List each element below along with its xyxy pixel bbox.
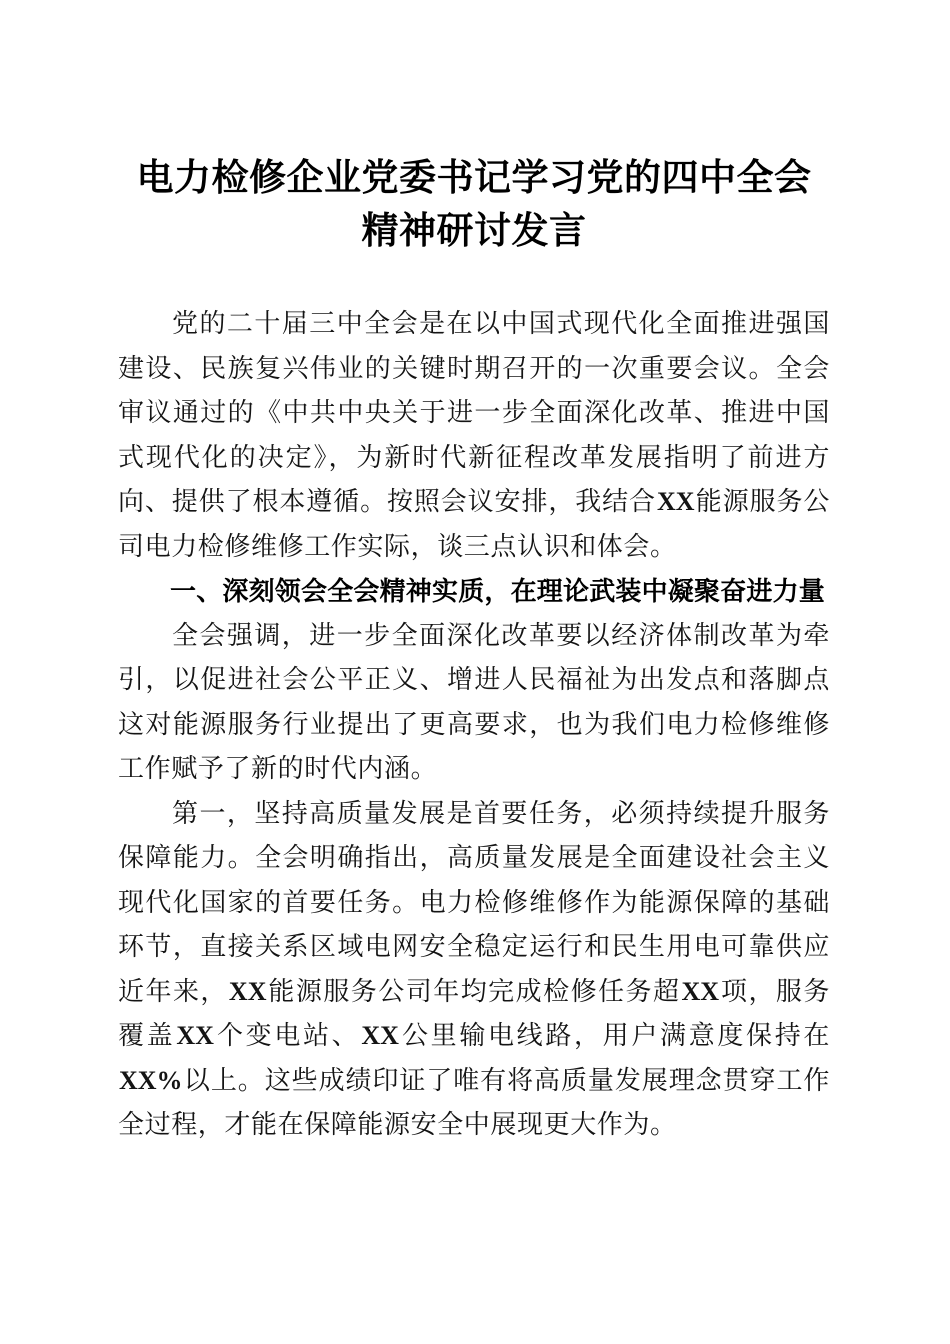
page-title bbox=[118, 0, 830, 258]
section-one-opening-paragraph: 全会强调，进一步全面深化改革要以经济体制改革为牵引，以促进社会公平正义、增进人民福祉为出发点和落脚点这对能源服务行业提出了更高要求，也为我们电力检修维修工作赋予了新的时代内涵。 bbox=[118, 620, 830, 783]
point-one-substations-placeholder: XX bbox=[176, 1021, 214, 1050]
point-one-text-part-b: 能源服务公司年均完成检修任务超 bbox=[267, 976, 681, 1006]
point-one-satisfaction-placeholder: XX% bbox=[119, 1065, 183, 1095]
page-title-line-2: 精神研讨发言 bbox=[361, 211, 587, 252]
document-body bbox=[118, 0, 830, 1148]
intro-text-part-b: 能源服务公司电力检修维修工作实际，谈三点认识和体会。 bbox=[118, 487, 830, 561]
section-heading-one: 一、深刻领会全会精神实质，在理论武装中凝聚奋进力量 bbox=[170, 576, 826, 606]
page-title-line-1: 电力检修企业党委书记学习党的四中全会 bbox=[136, 158, 812, 199]
point-one-text-part-f: 以上。这些成绩印证了唯有将高质量发展理念贯穿工作全过程，才能在保障能源安全中展现更大作为。 bbox=[118, 1065, 830, 1139]
intro-company-placeholder: XX bbox=[656, 487, 695, 516]
point-one-text-part-d: 个变电站、 bbox=[214, 1021, 361, 1050]
point-one-lines-placeholder: XX bbox=[361, 1021, 399, 1050]
point-one-text-part-e: 公里输电线路，用户满意度保持在 bbox=[399, 1021, 830, 1050]
point-one-paragraph bbox=[118, 792, 830, 1148]
point-one-company-placeholder: XX bbox=[228, 976, 267, 1006]
point-one-text-part-a: 第一，坚持高质量发展是首要任务，必须持续提升服务保障能力。全会明确指出，高质量发展是全面建设社会主义现代化国家的首要任务。电力检修维修作为能源保障的基础环节，直接关系区域电网安全稳定运行和民生用电可靠供应近年来， bbox=[118, 798, 830, 1006]
point-one-text-part-c: 项，服务覆盖 bbox=[118, 976, 831, 1050]
point-one-tasks-placeholder: XX bbox=[681, 976, 720, 1006]
intro-text-part-a: 党的二十届三中全会是在以中国式现代化全面推进强国建设、民族复兴伟业的关键时期召开的一次重要会议。全会审议通过的《中共中央关于进一步全面深化改革、推进中国式现代化的决定》，为新时代新征程改革发展指明了前进方向、提供了根本遵循。按照会议安排，我结合 bbox=[118, 309, 830, 516]
intro-paragraph bbox=[118, 302, 830, 569]
